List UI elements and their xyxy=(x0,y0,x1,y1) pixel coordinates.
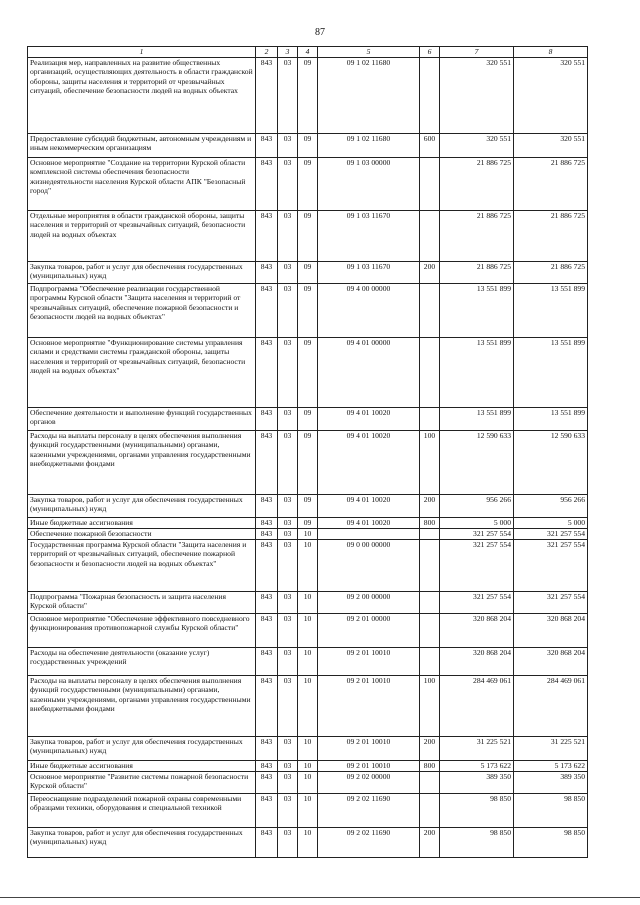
cell-vr: 800 xyxy=(420,760,440,771)
cell-section: 03 xyxy=(278,613,298,647)
cell-name: Закупка товаров, работ и услуг для обеспечения государственных (муниципальных) нужд xyxy=(28,736,256,760)
cell-subsection: 10 xyxy=(298,793,318,827)
cell-target: 09 4 01 10020 xyxy=(318,407,420,430)
cell-subsection: 09 xyxy=(298,407,318,430)
cell-code: 843 xyxy=(256,647,278,675)
cell-subsection: 09 xyxy=(298,133,318,157)
table-row xyxy=(28,760,588,771)
cell-sum1: 956 266 xyxy=(440,494,514,517)
cell-sum2: 389 350 xyxy=(514,771,588,793)
cell-sum1: 98 850 xyxy=(440,827,514,857)
cell-vr xyxy=(420,57,440,133)
table-row xyxy=(28,133,588,157)
cell-sum1: 321 257 554 xyxy=(440,591,514,613)
cell-sum1: 320 868 204 xyxy=(440,647,514,675)
cell-name: Расходы на выплаты персоналу в целях обеспечения выполнения функций государственными (муниципальными) органами, казенными учреждениями, органами управления государственными внебюджетными фондами xyxy=(28,430,256,494)
cell-section: 03 xyxy=(278,771,298,793)
cell-section: 03 xyxy=(278,261,298,283)
table-row xyxy=(28,283,588,337)
cell-code: 843 xyxy=(256,613,278,647)
cell-name: Иные бюджетные ассигнования xyxy=(28,760,256,771)
cell-sum2: 321 257 554 xyxy=(514,539,588,591)
cell-sum1: 320 551 xyxy=(440,133,514,157)
cell-sum1: 21 886 725 xyxy=(440,261,514,283)
cell-sum2: 98 850 xyxy=(514,793,588,827)
cell-section: 03 xyxy=(278,591,298,613)
cell-sum2: 284 469 061 xyxy=(514,675,588,736)
cell-section: 03 xyxy=(278,210,298,261)
cell-name: Подпрограмма "Обеспечение реализации государственной программы Курской области "Защита населения и территорий от чрезвычайных ситуаций, обеспечение пожарной безопасности и безопасности людей на водных объектах" xyxy=(28,283,256,337)
cell-section: 03 xyxy=(278,793,298,827)
cell-vr: 100 xyxy=(420,675,440,736)
cell-target: 09 1 03 11670 xyxy=(318,210,420,261)
cell-sum1: 13 551 899 xyxy=(440,337,514,407)
cell-sum2: 21 886 725 xyxy=(514,157,588,210)
table-row xyxy=(28,675,588,736)
cell-name: Закупка товаров, работ и услуг для обеспечения государственных (муниципальных) нужд xyxy=(28,827,256,857)
cell-code: 843 xyxy=(256,337,278,407)
cell-sum1: 31 225 521 xyxy=(440,736,514,760)
cell-name: Расходы на выплаты персоналу в целях обеспечения выполнения функций государственными (муниципальными) органами, казенными учреждениями, органами управления государственными внебюджетными фондами xyxy=(28,675,256,736)
cell-vr xyxy=(420,793,440,827)
cell-target: 09 0 00 00000 xyxy=(318,539,420,591)
cell-sum2: 98 850 xyxy=(514,827,588,857)
cell-target: 09 2 01 10010 xyxy=(318,647,420,675)
table-row xyxy=(28,210,588,261)
cell-target: 09 2 00 00000 xyxy=(318,591,420,613)
table-row xyxy=(28,613,588,647)
cell-section: 03 xyxy=(278,539,298,591)
cell-vr: 200 xyxy=(420,736,440,760)
cell-code: 843 xyxy=(256,133,278,157)
cell-sum1: 21 886 725 xyxy=(440,210,514,261)
table-row xyxy=(28,57,588,133)
cell-vr xyxy=(420,771,440,793)
cell-vr xyxy=(420,613,440,647)
table-row xyxy=(28,337,588,407)
cell-sum2: 12 590 633 xyxy=(514,430,588,494)
table-row xyxy=(28,261,588,283)
cell-subsection: 10 xyxy=(298,528,318,539)
cell-sum2: 13 551 899 xyxy=(514,337,588,407)
cell-name: Реализация мер, направленных на развитие общественных организаций, осуществляющих деятельность в области гражданской обороны, защиты населения и территорий от чрезвычайных ситуаций, обеспечение безопасности людей на водных объектах xyxy=(28,57,256,133)
cell-subsection: 10 xyxy=(298,675,318,736)
cell-section: 03 xyxy=(278,494,298,517)
cell-sum2: 13 551 899 xyxy=(514,283,588,337)
cell-section: 03 xyxy=(278,675,298,736)
cell-name: Иные бюджетные ассигнования xyxy=(28,517,256,528)
cell-sum2: 21 886 725 xyxy=(514,261,588,283)
cell-section: 03 xyxy=(278,430,298,494)
cell-subsection: 10 xyxy=(298,736,318,760)
cell-section: 03 xyxy=(278,827,298,857)
cell-vr: 200 xyxy=(420,494,440,517)
cell-section: 03 xyxy=(278,517,298,528)
cell-name: Переоснащение подразделений пожарной охраны современными образцами техники, оборудования и специальной техникой xyxy=(28,793,256,827)
cell-code: 843 xyxy=(256,539,278,591)
table-row xyxy=(28,517,588,528)
cell-sum1: 12 590 633 xyxy=(440,430,514,494)
cell-target: 09 2 01 00000 xyxy=(318,613,420,647)
cell-subsection: 10 xyxy=(298,591,318,613)
cell-code: 843 xyxy=(256,57,278,133)
table-row xyxy=(28,827,588,857)
cell-subsection: 10 xyxy=(298,760,318,771)
cell-section: 03 xyxy=(278,57,298,133)
cell-code: 843 xyxy=(256,760,278,771)
cell-name: Расходы на обеспечение деятельности (оказание услуг) государственных учреждений xyxy=(28,647,256,675)
table-row xyxy=(28,157,588,210)
cell-target xyxy=(318,528,420,539)
cell-subsection: 09 xyxy=(298,210,318,261)
cell-sum2: 320 551 xyxy=(514,133,588,157)
cell-target: 09 4 00 00000 xyxy=(318,283,420,337)
cell-target: 09 2 02 00000 xyxy=(318,771,420,793)
table-row xyxy=(28,793,588,827)
table-row xyxy=(28,407,588,430)
header-cell: 7 xyxy=(440,47,514,58)
table-row xyxy=(28,494,588,517)
cell-code: 843 xyxy=(256,591,278,613)
cell-section: 03 xyxy=(278,337,298,407)
cell-code: 843 xyxy=(256,494,278,517)
cell-sum2: 5 173 622 xyxy=(514,760,588,771)
cell-sum1: 320 868 204 xyxy=(440,613,514,647)
cell-section: 03 xyxy=(278,157,298,210)
cell-code: 843 xyxy=(256,736,278,760)
cell-vr xyxy=(420,591,440,613)
cell-subsection: 09 xyxy=(298,430,318,494)
cell-sum1: 98 850 xyxy=(440,793,514,827)
header-cell: 3 xyxy=(278,47,298,58)
cell-vr xyxy=(420,157,440,210)
table-row xyxy=(28,591,588,613)
cell-name: Предоставление субсидий бюджетным, автономным учреждениям и иным некоммерческим организациям xyxy=(28,133,256,157)
cell-vr xyxy=(420,539,440,591)
cell-sum1: 321 257 554 xyxy=(440,528,514,539)
cell-sum1: 5 173 622 xyxy=(440,760,514,771)
header-cell: 6 xyxy=(420,47,440,58)
cell-target: 09 1 02 11680 xyxy=(318,57,420,133)
cell-sum1: 13 551 899 xyxy=(440,407,514,430)
cell-name: Закупка товаров, работ и услуг для обеспечения государственных (муниципальных) нужд xyxy=(28,494,256,517)
header-cell: 5 xyxy=(318,47,420,58)
cell-sum2: 31 225 521 xyxy=(514,736,588,760)
cell-sum1: 321 257 554 xyxy=(440,539,514,591)
cell-vr: 200 xyxy=(420,827,440,857)
cell-sum1: 284 469 061 xyxy=(440,675,514,736)
cell-name: Отдельные мероприятия в области гражданской обороны, защиты населения и территорий от чрезвычайных ситуаций, безопасности людей на водных объектах xyxy=(28,210,256,261)
cell-sum1: 320 551 xyxy=(440,57,514,133)
cell-vr: 100 xyxy=(420,430,440,494)
cell-section: 03 xyxy=(278,760,298,771)
cell-target: 09 2 01 10010 xyxy=(318,736,420,760)
cell-code: 843 xyxy=(256,771,278,793)
cell-vr xyxy=(420,337,440,407)
cell-subsection: 09 xyxy=(298,494,318,517)
cell-vr: 200 xyxy=(420,261,440,283)
table-row xyxy=(28,771,588,793)
cell-subsection: 10 xyxy=(298,771,318,793)
cell-target: 09 4 01 10020 xyxy=(318,494,420,517)
cell-sum2: 21 886 725 xyxy=(514,210,588,261)
cell-code: 843 xyxy=(256,675,278,736)
page-number: 87 xyxy=(315,27,325,38)
cell-sum1: 21 886 725 xyxy=(440,157,514,210)
table-row xyxy=(28,430,588,494)
cell-section: 03 xyxy=(278,283,298,337)
cell-vr xyxy=(420,528,440,539)
cell-section: 03 xyxy=(278,133,298,157)
cell-name: Основное мероприятие "Развитие системы пожарной безопасности Курской области" xyxy=(28,771,256,793)
cell-subsection: 09 xyxy=(298,283,318,337)
header-cell: 4 xyxy=(298,47,318,58)
cell-code: 843 xyxy=(256,793,278,827)
cell-target: 09 2 01 10010 xyxy=(318,760,420,771)
cell-subsection: 09 xyxy=(298,157,318,210)
cell-target: 09 2 02 11690 xyxy=(318,793,420,827)
cell-code: 843 xyxy=(256,157,278,210)
cell-subsection: 09 xyxy=(298,337,318,407)
cell-section: 03 xyxy=(278,528,298,539)
cell-vr: 800 xyxy=(420,517,440,528)
cell-code: 843 xyxy=(256,528,278,539)
cell-sum1: 389 350 xyxy=(440,771,514,793)
cell-name: Основное мероприятие "Обеспечение эффективного повседневного функционирования противопожарной службы Курской области" xyxy=(28,613,256,647)
cell-sum2: 321 257 554 xyxy=(514,528,588,539)
cell-vr xyxy=(420,647,440,675)
cell-sum2: 321 257 554 xyxy=(514,591,588,613)
cell-vr xyxy=(420,210,440,261)
cell-code: 843 xyxy=(256,261,278,283)
cell-code: 843 xyxy=(256,827,278,857)
cell-subsection: 10 xyxy=(298,613,318,647)
cell-target: 09 4 01 00000 xyxy=(318,337,420,407)
header-cell: 8 xyxy=(514,47,588,58)
cell-name: Обеспечение деятельности и выполнение функций государственных органов xyxy=(28,407,256,430)
cell-vr xyxy=(420,283,440,337)
cell-target: 09 1 03 00000 xyxy=(318,157,420,210)
cell-subsection: 09 xyxy=(298,261,318,283)
table-row xyxy=(28,736,588,760)
table-row xyxy=(28,647,588,675)
cell-name: Закупка товаров, работ и услуг для обеспечения государственных (муниципальных) нужд xyxy=(28,261,256,283)
cell-subsection: 10 xyxy=(298,539,318,591)
table-row xyxy=(28,539,588,591)
cell-vr: 600 xyxy=(420,133,440,157)
cell-sum2: 320 551 xyxy=(514,57,588,133)
table-row xyxy=(28,528,588,539)
cell-sum1: 13 551 899 xyxy=(440,283,514,337)
cell-name: Основное мероприятие "Создание на территории Курской области комплексной системы обеспечения безопасности жизнедеятельности населения Курской области АПК "Безопасный город" xyxy=(28,157,256,210)
cell-name: Подпрограмма "Пожарная безопасность и защита населения Курской области" xyxy=(28,591,256,613)
budget-table xyxy=(27,46,588,858)
cell-sum2: 956 266 xyxy=(514,494,588,517)
cell-target: 09 4 01 10020 xyxy=(318,430,420,494)
cell-sum2: 5 000 xyxy=(514,517,588,528)
cell-section: 03 xyxy=(278,647,298,675)
cell-name: Государственная программа Курской области "Защита населения и территорий от чрезвычайных ситуаций, обеспечение пожарной безопасности и безопасности людей на водных объектах" xyxy=(28,539,256,591)
cell-sum2: 320 868 204 xyxy=(514,613,588,647)
header-row xyxy=(28,47,588,58)
page-bottom-rule xyxy=(0,897,640,898)
cell-code: 843 xyxy=(256,407,278,430)
cell-subsection: 10 xyxy=(298,647,318,675)
cell-subsection: 09 xyxy=(298,57,318,133)
cell-vr xyxy=(420,407,440,430)
header-cell: 1 xyxy=(28,47,256,58)
cell-target: 09 2 01 10010 xyxy=(318,675,420,736)
cell-sum1: 5 000 xyxy=(440,517,514,528)
cell-code: 843 xyxy=(256,210,278,261)
cell-target: 09 2 02 11690 xyxy=(318,827,420,857)
cell-sum2: 320 868 204 xyxy=(514,647,588,675)
header-cell: 2 xyxy=(256,47,278,58)
cell-code: 843 xyxy=(256,283,278,337)
cell-target: 09 1 02 11680 xyxy=(318,133,420,157)
cell-target: 09 1 03 11670 xyxy=(318,261,420,283)
cell-subsection: 09 xyxy=(298,517,318,528)
cell-name: Основное мероприятие "Функционирование системы управления силами и средствами системы гражданской обороны, защиты населения и территорий от чрезвычайных ситуаций, безопасности людей на водных объектах" xyxy=(28,337,256,407)
cell-subsection: 10 xyxy=(298,827,318,857)
cell-section: 03 xyxy=(278,407,298,430)
cell-sum2: 13 551 899 xyxy=(514,407,588,430)
cell-section: 03 xyxy=(278,736,298,760)
cell-name: Обеспечение пожарной безопасности xyxy=(28,528,256,539)
cell-code: 843 xyxy=(256,517,278,528)
cell-target: 09 4 01 10020 xyxy=(318,517,420,528)
cell-code: 843 xyxy=(256,430,278,494)
